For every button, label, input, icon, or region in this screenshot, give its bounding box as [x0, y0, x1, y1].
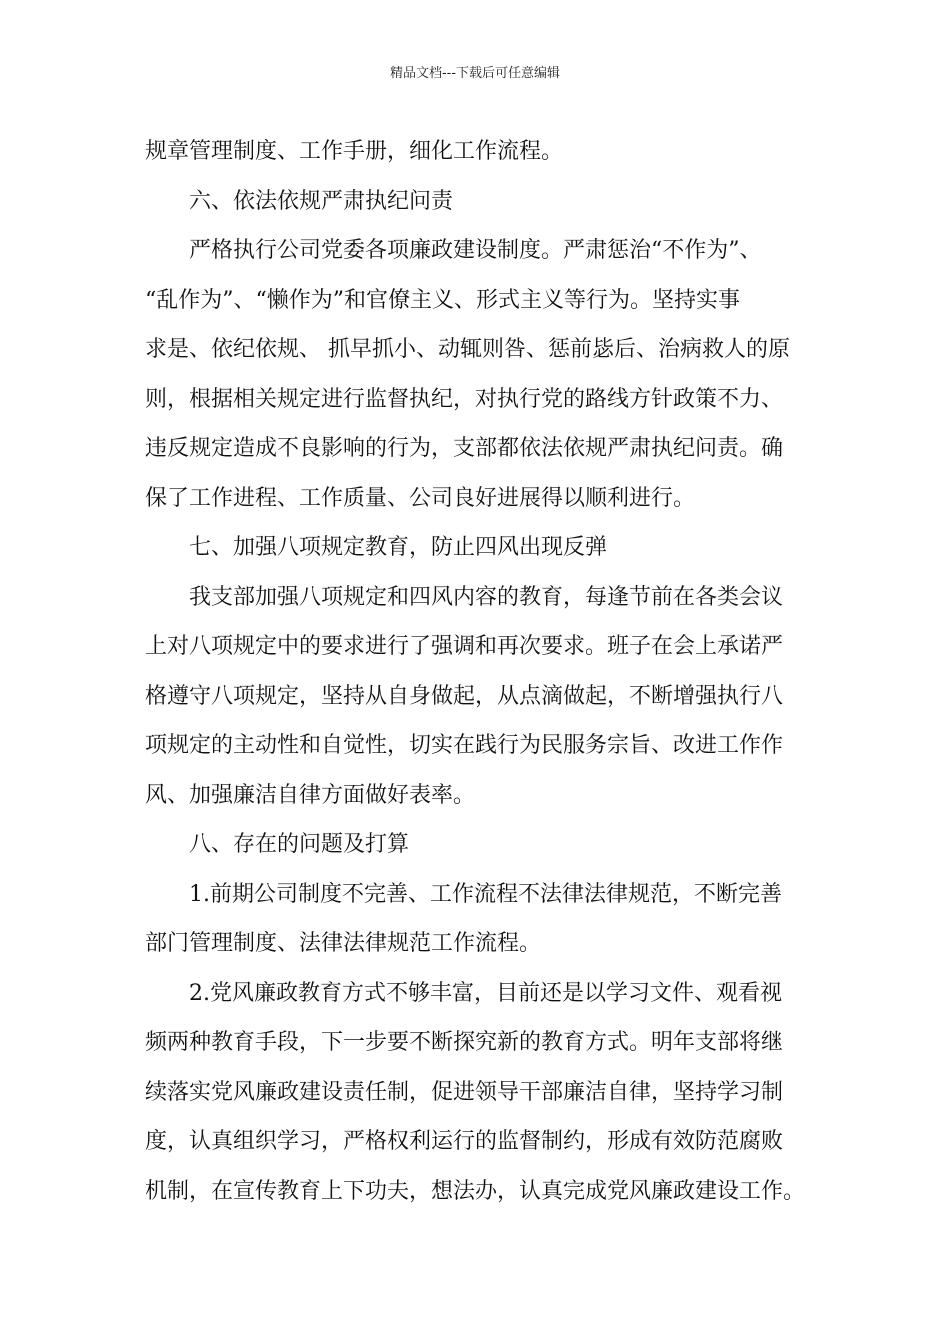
section-heading: 六、依法依规严肃执纪问责: [189, 188, 454, 214]
document-body: [145, 127, 809, 1216]
text-line: 严格执行公司党委各项廉政建设制度。严肃惩治“不作为”、: [189, 238, 762, 263]
text-line: 保了工作进程、工作质量、公司良好进展得以顺利进行。: [145, 485, 696, 511]
text-line: 机制，在宣传教育上下功夫，想法办，认真完成党风廉政建设工作。: [145, 1178, 806, 1204]
text-line: 求是、依纪依规、 抓早抓小、动辄则咎、惩前毖后、治病救人的原: [145, 337, 790, 362]
text-line: 则，根据相关规定进行监督执纪，对执行党的路线方针政策不力、: [145, 386, 784, 412]
section-heading: 八、存在的问题及打算: [189, 832, 410, 857]
text-line: 频两种教育手段，下一步要不断探究新的教育方式。明年支部将继: [145, 1030, 784, 1055]
page-header: 精品文档---下载后可任意编辑: [389, 66, 561, 81]
text-line: 2.党风廉政教育方式不够丰富，目前还是以学习文件、观看视: [189, 980, 782, 1006]
text-line: 我支部加强八项规定和四风内容的教育，每逢节前在各类会议: [189, 584, 784, 610]
text-line: 1.前期公司制度不完善、工作流程不法律法律规范，不断完善: [189, 881, 782, 907]
section-heading: 七、加强八项规定教育，防止四风出现反弹: [189, 535, 608, 560]
text-line: 风、加强廉洁自律方面做好表率。: [145, 782, 476, 808]
text-line: 项规定的主动性和自觉性，切实在践行为民服务宗旨、改进工作作: [145, 733, 784, 758]
text-line: 违反规定造成不良影响的行为，支部都依法依规严肃执纪问责。确: [145, 436, 784, 461]
text-line: 规章管理制度、工作手册，细化工作流程。: [145, 139, 564, 164]
text-line: “乱作为”、“懒作为”和官僚主义、形式主义等行为。坚持实事: [145, 287, 740, 313]
text-line: 部门管理制度、法律法律规范工作流程。: [145, 931, 542, 956]
text-line: 上对八项规定中的要求进行了强调和再次要求。班子在会上承诺严: [145, 634, 784, 659]
text-line: 格遵守八项规定，坚持从自身做起，从点滴做起，不断增强执行八: [145, 683, 784, 709]
text-line: 续落实党风廉政建设责任制，促进领导干部廉洁自律，坚持学习制: [145, 1079, 784, 1105]
text-line: 度，认真组织学习，严格权利运行的监督制约，形成有效防范腐败: [145, 1129, 784, 1154]
